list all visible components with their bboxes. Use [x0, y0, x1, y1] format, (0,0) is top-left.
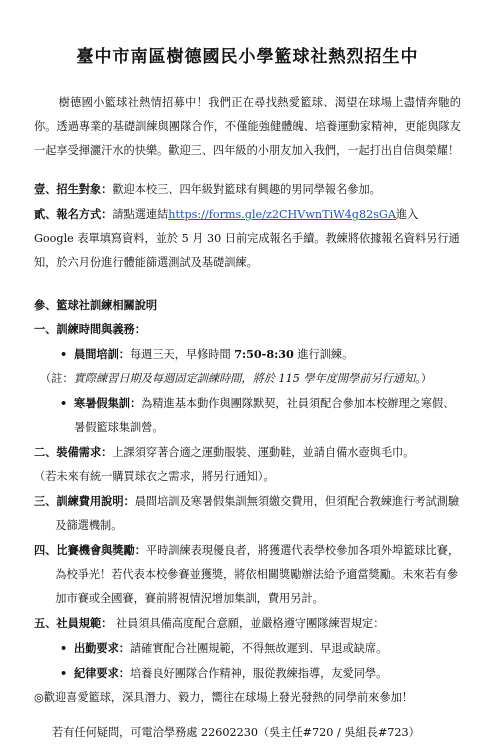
bullet-icon: •	[60, 666, 68, 680]
list-item-attendance	[34, 636, 461, 661]
morning-training-post: 進行訓練。	[293, 348, 354, 361]
list-item-discipline	[34, 661, 461, 686]
section-eligibility-label: 壹、招生對象：	[34, 182, 113, 196]
spacer	[34, 275, 461, 293]
subsection-fees-label: 三、訓練費用說明：	[34, 494, 135, 508]
bullet-icon: •	[60, 641, 68, 655]
section-registration	[34, 202, 461, 275]
attendance-label: 出勤要求：	[74, 641, 130, 655]
section-training-heading: 參、籃球社訓練相關說明	[34, 298, 158, 312]
intro-paragraph: 樹德國小籃球社熱情招募中！我們正在尋找熱愛籃球、渴望在球場上盡情奔馳的你。透過專業的基礎訓練與團隊合作，不僅能強健體魄、培養運動家精神，更能與隊友一起享受揮灑汗水的快樂。歡迎三、四年級的小朋友加入我們，一起打出自信與榮耀！	[34, 96, 461, 157]
discipline-label: 紀律要求：	[74, 666, 130, 680]
contact-info: 若有任何疑問，可電洽學務處 22602230（吳主任#720 / 吳組長#723）	[52, 726, 420, 740]
subsection-rules-text: 社員須具備高度配合意願，並嚴格遵守團隊練習規定：	[112, 617, 385, 630]
closing-message: ◎歡迎喜愛籃球，深具潛力、毅力，嚮往在球場上發光發熱的同學前來參加！	[34, 691, 413, 704]
morning-training-time: 7:50-8:30	[234, 347, 294, 361]
page-title: 臺中市南區樹德國民小學籃球社熱烈招生中	[76, 47, 419, 67]
subsection-competition	[34, 538, 461, 611]
bullet-icon: •	[60, 396, 68, 410]
holiday-camp-text: 為精進基本動作與團隊默契，社員須配合參加本校辦理之寒假、暑假籃球集訓營。	[74, 397, 455, 434]
registration-form-link[interactable]: https://forms.gle/z2CHVwnTiW4g82sGA	[168, 208, 396, 221]
discipline-text: 培養良好團隊合作精神，服從教練指導，友愛同學。	[129, 667, 388, 680]
training-note-post: 。）	[415, 372, 433, 385]
morning-training-label: 晨間培訓：	[74, 347, 130, 361]
equipment-note: （若未來有統一購買球衣之需求，將另行通知）。	[34, 470, 275, 483]
morning-training-pre: 每週三天，早修時間	[129, 348, 235, 361]
subsection-equipment-text: 上課須穿著合適之運動服裝、運動鞋，並請自備水壺與毛巾。	[112, 446, 415, 459]
subsection-fees	[34, 489, 461, 538]
subsection-rules	[34, 611, 461, 636]
training-note	[34, 367, 461, 391]
list-item-holiday-camp	[34, 391, 461, 440]
section-registration-label: 貳、報名方式：	[34, 207, 113, 221]
attendance-text: 請確實配合社團規範，不得無故遲到、早退或缺席。	[129, 642, 388, 655]
subsection-competition-label: 四、比賽機會與獎勵：	[34, 543, 146, 557]
subsection-training-time-label: 一、訓練時間與義務：	[34, 322, 146, 336]
bullet-icon: •	[60, 347, 68, 361]
section-registration-pre: 請點選連結	[112, 208, 169, 221]
section-eligibility-text: 歡迎本校三、四年級對籃球有興趣的男同學報名參加。	[112, 183, 381, 196]
section-registration-cont: 進入 Google 表單填寫資料，並於 5 月 30 日前完成報名手續。教練將依據報名資料另行通知，於六月份進行體能篩選測試及基礎訓練。	[34, 208, 460, 269]
subsection-equipment	[34, 440, 461, 465]
holiday-camp-label: 寒暑假集訓：	[74, 396, 142, 410]
subsection-competition-text: 平時訓練表現優良者，將獲選代表學校參加各項外埠籃球比賽，為校爭光！若代表本校參賽並獲獎，將依相關獎勵辦法給予適當獎勵。未來若有參加市賽或全國賽，賽前將視情況增加集訓，費用另計。	[55, 544, 460, 605]
training-note-pre: （註：	[40, 372, 74, 385]
subsection-rules-label: 五、社員規範：	[34, 616, 113, 630]
subsection-equipment-label: 二、裝備需求：	[34, 445, 113, 459]
section-eligibility	[34, 177, 461, 202]
subsection-training-time	[34, 317, 461, 342]
list-item-morning-training	[34, 342, 461, 367]
training-note-italic: 實際練習日期及每週固定訓練時間，將於 115 學年度開學前另行通知	[73, 372, 416, 385]
subsection-fees-text: 晨間培訓及寒暑假集訓無須繳交費用，但須配合教練進行考試測驗及篩選機制。	[55, 495, 460, 532]
